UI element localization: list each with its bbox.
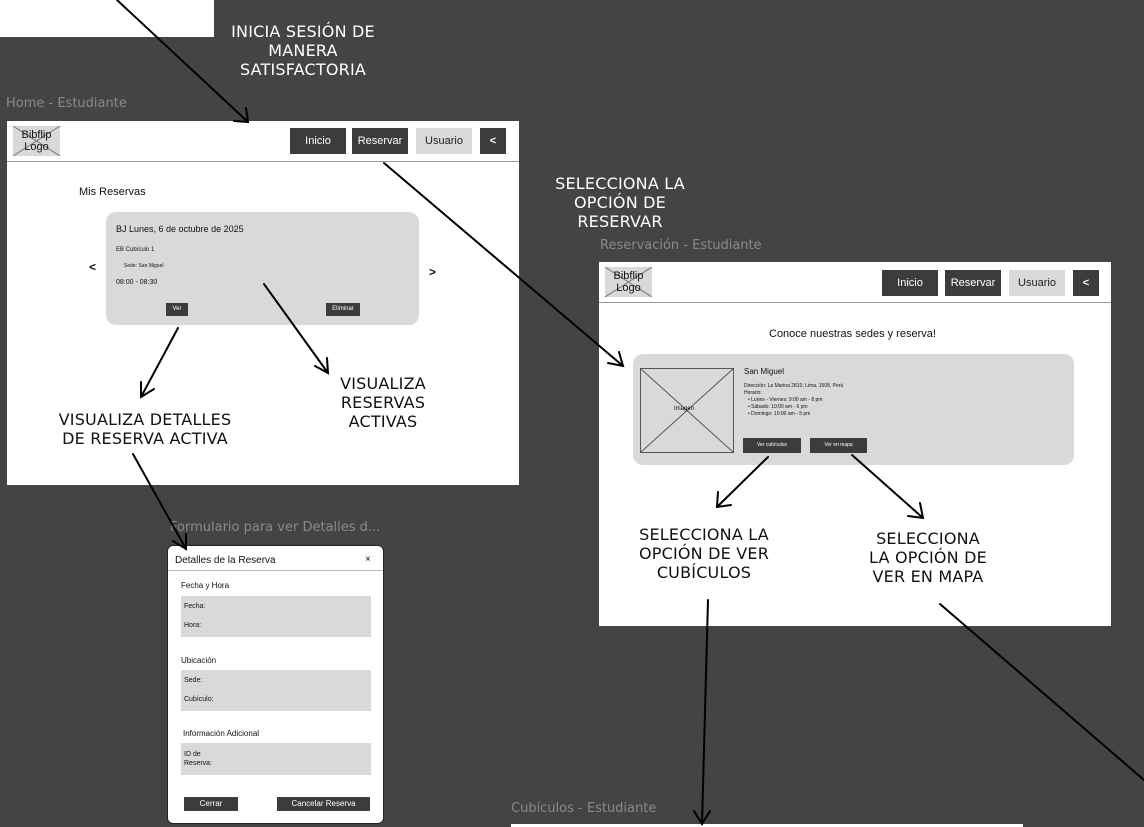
section-datetime: Fecha y Hora [181,581,230,590]
frame-label-details: Formulario para ver Detalles d... [170,520,381,535]
nav-inicio-button[interactable]: Inicio [290,128,346,154]
cancel-reservation-button[interactable]: Cancelar Reserva [277,797,370,811]
arrow-active [264,284,328,373]
prev-arrow[interactable]: < [89,260,97,274]
annotation-view-active-reservations: VISUALIZA RESERVAS ACTIVAS [340,374,426,431]
site-hours-title: Horario: [744,390,762,396]
arrow-map [852,455,923,518]
site-label: Sede: [184,677,203,684]
view-map-button[interactable]: Ver en mapa [810,438,867,453]
delete-reservation-button[interactable]: Eliminar [326,303,360,316]
cubicle-label: Cubículo: [184,696,214,703]
reservation-time: 08:00 - 08:30 [116,279,158,286]
site-address: Dirección: La Marina 2810, Lima, 1508, Perú [744,383,844,389]
site-name: San Miguel [744,367,785,376]
view-cubicles-button[interactable]: Ver cubículos [743,438,801,453]
frame-label-cubicles: Cubículos - Estudiante [511,801,657,816]
bibflip-logo: Bibflip Logo [605,267,652,297]
frame-label-home: Home - Estudiante [6,96,127,111]
arrow-to-cubicles [702,600,708,824]
annotation-select-view-map: SELECCIONA LA OPCIÓN DE VER EN MAPA [869,529,987,586]
site-hours-3: • Domingo: 10:00 am - 5 pm [748,411,811,417]
view-reservation-button[interactable]: Ver [166,303,188,316]
page-heading: Conoce nuestras sedes y reserva! [769,328,936,340]
close-modal-button[interactable]: Cerrar [184,797,238,811]
next-arrow[interactable]: > [429,265,437,279]
date-label: Fecha: [184,603,206,610]
arrow-ver [141,328,178,397]
image-label: Imagen [674,406,695,412]
modal-title: Detalles de la Reserva [175,555,276,566]
section-extra: Información Adicional [183,729,260,738]
id-label: ID de Reserva: [184,751,213,767]
reservation-cubicle: EB Cubículo 1 [116,247,155,253]
annotation-view-active-details: VISUALIZA DETALLES DE RESERVA ACTIVA [58,410,232,448]
reservation-site: Sede: San Miguel [124,263,164,269]
bibflip-logo: Bibflip Logo [13,126,60,156]
back-button[interactable]: < [480,128,506,154]
arrow-to-map [940,604,1144,780]
nav-usuario-button[interactable]: Usuario [1009,270,1065,296]
nav-reservar-button[interactable]: Reservar [945,270,1001,296]
arrow-login [117,0,248,122]
nav-reservar-button[interactable]: Reservar [352,128,408,154]
nav-usuario-button[interactable]: Usuario [416,128,472,154]
annotation-select-view-cubicles: SELECCIONA LA OPCIÓN DE VER CUBÍCULOS [638,525,770,582]
back-button[interactable]: < [1073,270,1099,296]
reservation-date: BJ Lunes, 6 de octubre de 2025 [116,224,244,234]
time-label: Hora: [184,622,202,629]
arrow-details [133,454,186,549]
annotation-login-success: INICIA SESIÓN DE MANERA SATISFACTORIA [231,22,375,79]
arrow-cubicles [717,457,768,507]
site-hours-2: • Sábado: 10:00 am - 6 pm [748,404,808,410]
frame-label-reservation: Reservación - Estudiante [600,238,762,253]
annotation-select-reserve: SELECCIONA LA OPCIÓN DE RESERVAR [555,174,685,231]
arrow-reservar [384,163,623,366]
site-hours-1: • Lunes - Viernes: 9:00 am - 8 pm [748,397,823,403]
section-location: Ubicación [181,656,217,665]
close-icon[interactable]: × [365,554,371,565]
section-title: Mis Reservas [79,186,146,198]
nav-inicio-button[interactable]: Inicio [882,270,938,296]
